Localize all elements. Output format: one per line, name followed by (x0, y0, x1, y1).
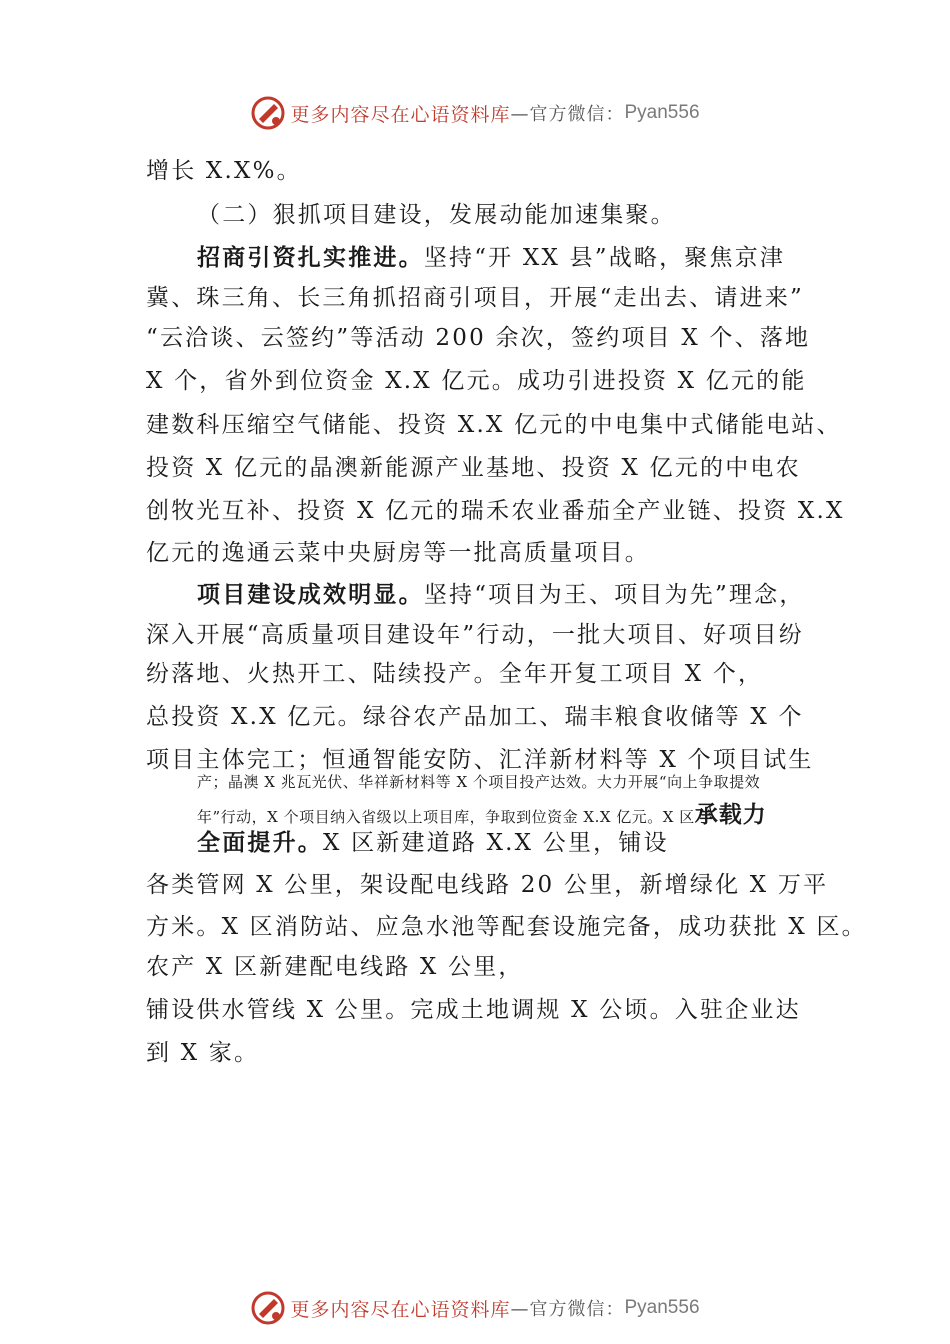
watermark-banner-top (0, 93, 950, 133)
seal-logo-icon (250, 1290, 286, 1326)
paragraph-line: 方米。X 区消防站、应急水池等配套设施完备，成功获批 X 区。 (146, 914, 867, 940)
watermark-wechat-label: —官方微信： (510, 104, 625, 125)
paragraph-line: 全面提升。X 区新建道路 X.X 公里，铺设 (197, 829, 669, 856)
paragraph-line: 纷落地、火热开工、陆续投产。全年开复工项目 X 个， (146, 661, 764, 687)
paragraph-line: X 个，省外到位资金 X.X 亿元。成功引进投资 X 亿元的能 (146, 368, 807, 394)
paragraph-line-small: 年”行动，X 个项目纳入省级以上项目库，争取到位资金 X.X 亿元。X 区承载力 (197, 801, 767, 828)
paragraph-line: 到 X 家。 (146, 1040, 260, 1066)
paragraph-line: 建数科压缩空气储能、投资 X.X 亿元的中电集中式储能电站、 (146, 412, 842, 438)
watermark-banner-bottom (0, 1288, 950, 1328)
paragraph-line: 总投资 X.X 亿元。绿谷农产品加工、瑞丰粮食收储等 X 个 (146, 704, 804, 730)
paragraph-line: 项目建设成效明显。坚持“项目为王、项目为先”理念， (197, 581, 805, 608)
paragraph-line: 投资 X 亿元的晶澳新能源产业基地、投资 X 亿元的中电农 (146, 455, 801, 481)
paragraph-line: 农产 X 区新建配电线路 X 公里， (146, 954, 524, 980)
watermark-wechat-label: —官方微信： (510, 1299, 625, 1320)
paragraph-lead: 承载力 (694, 801, 767, 828)
paragraph-line: 冀、珠三角、长三角抓招商引项目，开展“走出去、请进来” (146, 285, 804, 311)
watermark-text: 更多内容尽在心语资料库 (290, 1298, 511, 1321)
paragraph-line: 亿元的逸通云菜中央厨房等一批高质量项目。 (146, 540, 650, 566)
seal-logo-icon (250, 95, 286, 131)
section-heading: （二）狠抓项目建设，发展动能加速集聚。 (197, 202, 676, 228)
paragraph-lead: 全面提升。 (197, 829, 323, 856)
paragraph-line: 增长 X.X%。 (146, 158, 302, 184)
paragraph-line: 铺设供水管线 X 公里。完成土地调规 X 公顷。入驻企业达 (146, 997, 801, 1023)
paragraph-line: 招商引资扎实推进。坚持“开 XX 县”战略，聚焦京津 (197, 244, 786, 271)
paragraph-line: 各类管网 X 公里，架设配电线路 20 公里，新增绿化 X 万平 (146, 872, 829, 898)
paragraph-line: “云洽谈、云签约”等活动 200 余次，签约项目 X 个、落地 (146, 325, 811, 351)
paragraph-line-small: 产；晶澳 X 兆瓦光伏、华祥新材料等 X 个项目投产达效。大力开展“向上争取提效 (197, 773, 761, 791)
paragraph-line: 创牧光互补、投资 X 亿元的瑞禾农业番茄全产业链、投资 X.X (146, 498, 845, 524)
paragraph-lead: 招商引资扎实推进。 (197, 244, 424, 271)
paragraph-lead: 项目建设成效明显。 (197, 581, 424, 608)
watermark-wechat-id: Pyan556 (624, 1297, 700, 1318)
watermark-text: 更多内容尽在心语资料库 (290, 103, 511, 126)
paragraph-line: 项目主体完工；恒通智能安防、汇洋新材料等 X 个项目试生 (146, 747, 814, 773)
paragraph-line: 深入开展“高质量项目建设年”行动，一批大项目、好项目纷 (146, 622, 804, 648)
watermark-wechat-id: Pyan556 (624, 102, 700, 123)
